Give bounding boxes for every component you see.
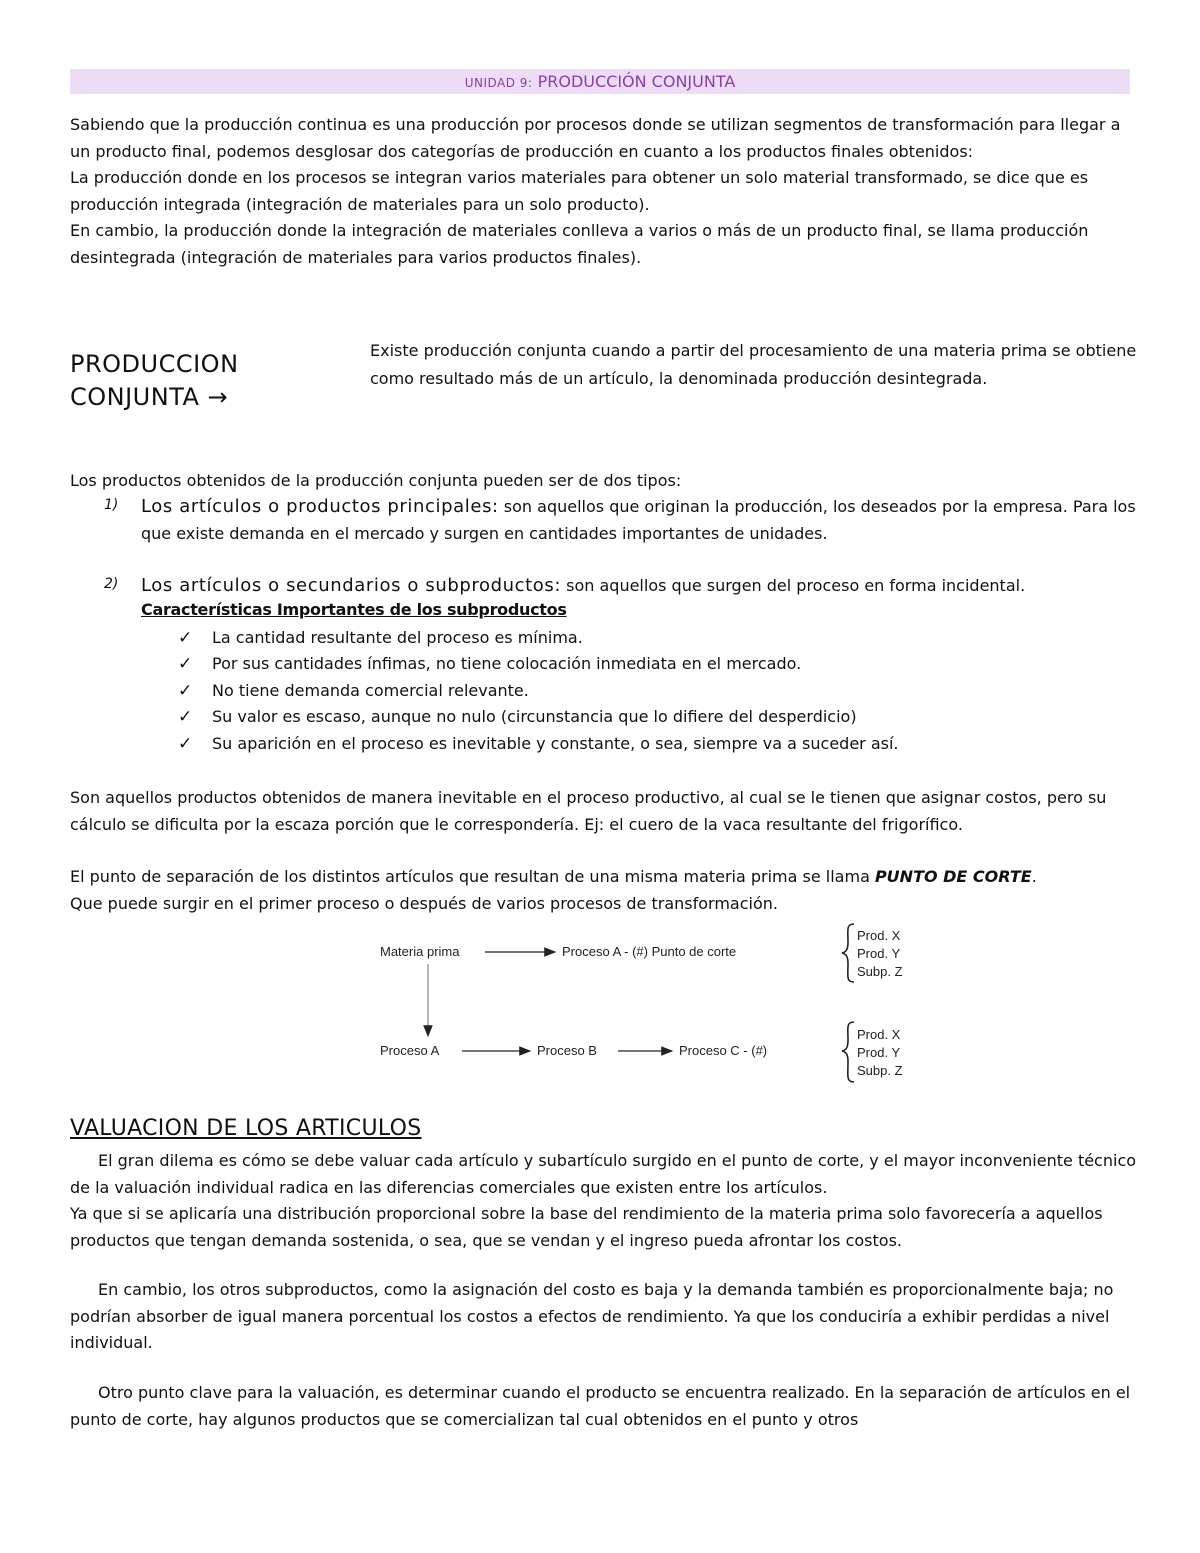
diagram-process-node: Proceso B [537, 1043, 597, 1058]
cut-point-line2: Que puede surgir en el primer proceso o después de varios procesos de transformación. [70, 893, 778, 913]
list-item-subproducts [141, 573, 1141, 600]
brace-icon [842, 924, 854, 982]
list-number: 1) [104, 497, 119, 513]
diagram-output: Subp. Z [857, 964, 903, 979]
diagram-output: Prod. X [857, 1027, 901, 1042]
unit-prefix: UNIDAD 9: [464, 76, 533, 90]
unit-header-banner [70, 69, 1130, 94]
list-number: 2) [104, 576, 119, 592]
valuation-title: VALUACION DE LOS ARTICULOS [70, 1116, 422, 1141]
diagram-process-node: Proceso A - (#) Punto de corte [562, 944, 737, 959]
check-icon: ✓ [178, 707, 193, 728]
diagram-output: Prod. Y [857, 1045, 901, 1060]
diagram-output: Subp. Z [857, 1063, 903, 1078]
valuation-text: Ya que si se aplicaría una distribución proporcional sobre la base del rendimiento de la materia prima solo favorecería a aquellos productos que tengan demanda sostenida, o sea, que se vendan y el ingreso pueda afrontar los costos. [70, 1204, 1103, 1250]
intro-block [70, 112, 1140, 272]
checklist-item-text: La cantidad resultante del proceso es mínima. [212, 628, 583, 647]
checklist-item [178, 651, 1078, 677]
checklist-item-text: Por sus cantidades ínfimas, no tiene colocación inmediata en el mercado. [212, 654, 802, 674]
list-item-text: son aquellos que originan la producción, los deseados por la empresa. Para los que existe demanda en el mercado y surgen en cantidades importantes de unidades. [141, 497, 1136, 543]
diagram-process-node: Proceso C - (#) [679, 1043, 768, 1058]
cut-point-text: El punto de separación de los distintos artículos que resultan de una misma materia prima se llama [70, 867, 875, 886]
subproducts-title: Características Importantes de los subproductos [141, 600, 567, 619]
diagram-start-node: Materia prima [380, 944, 460, 959]
cut-point-end: . [1031, 867, 1037, 886]
subproducts-checklist [178, 625, 1078, 757]
process-diagram [370, 918, 930, 1093]
checklist-item-text: Su aparición en el proceso es inevitable y constante, o sea, siempre va a suceder así. [212, 733, 899, 753]
cut-point-paragraph [70, 864, 1140, 917]
list-item-text: son aquellos que surgen del proceso en forma incidental. [561, 576, 1026, 595]
intro-paragraph: En cambio, la producción donde la integración de materiales conlleva a varios o más de un producto final, se llama producción desintegrada (integración de materiales para varios productos finales). [70, 221, 1089, 267]
valuation-text: El gran dilema es cómo se debe valuar cada artículo y subartículo surgido en el punto de corte, y el mayor inconveniente técnico de la valuación individual radica en las diferencias comerciales que existen entre los artículos. [70, 1151, 1137, 1197]
diagram-output: Prod. Y [857, 946, 901, 961]
check-icon: ✓ [178, 680, 193, 701]
definition-heading: PRODUCCION CONJUNTA → [70, 350, 239, 411]
valuation-paragraph [70, 1380, 1140, 1433]
types-intro: Los productos obtenidos de la producción conjunta pueden ser de dos tipos: [70, 471, 682, 490]
unit-title: PRODUCCIÓN CONJUNTA [537, 72, 736, 91]
intro-paragraph: La producción donde en los procesos se integran varios materiales para obtener un solo material transformado, se dice que es producción integrada (integración de materiales para un solo producto). [70, 168, 1089, 214]
checklist-item [178, 731, 1078, 757]
valuation-text: En cambio, los otros subproductos, como la asignación del costo es baja y la demanda también es proporcionalmente baja; no podrían absorber de igual manera porcentual los costos a efectos de rendimiento. Ya que los conduciría a exhibir perdidas a nivel individual. [70, 1280, 1114, 1353]
check-icon: ✓ [178, 628, 193, 648]
checklist-item-text: Su valor es escaso, aunque no nulo (circunstancia que lo difiere del desperdicio) [212, 707, 857, 727]
checklist-item [178, 704, 1078, 730]
brace-icon [842, 1022, 854, 1082]
checklist-item [178, 678, 1078, 704]
valuation-text: Otro punto clave para la valuación, es determinar cuando el producto se encuentra realizado. En la separación de artículos en el punto de corte, hay algunos productos que se comercializan tal cual obtenidos en el punto y otros [70, 1383, 1131, 1429]
list-item-lead: Los artículos o secundarios o subproductos: [141, 575, 562, 596]
check-icon: ✓ [178, 654, 193, 675]
costs-paragraph: Son aquellos productos obtenidos de manera inevitable en el proceso productivo, al cual se le tienen que asignar costos, pero su cálculo se dificulta por la escaza porción que le correspondería. Ej: el cuero de la vaca resultante del frigorífico. [70, 788, 1107, 834]
checklist-item [178, 625, 1078, 651]
diagram-output: Prod. X [857, 928, 901, 943]
valuation-paragraph [70, 1277, 1140, 1357]
valuation-paragraph [70, 1148, 1140, 1254]
checklist-item-text: No tiene demanda comercial relevante. [212, 680, 529, 700]
definition-text: Existe producción conjunta cuando a partir del procesamiento de una materia prima se obtiene como resultado más de un artículo, la denominada producción desintegrada. [370, 341, 1137, 388]
check-icon: ✓ [178, 733, 193, 754]
list-item-lead: Los artículos o productos principales: [141, 496, 499, 517]
cut-point-term: PUNTO DE CORTE [874, 867, 1032, 886]
list-item-main-products [141, 494, 1141, 547]
intro-paragraph: Sabiendo que la producción continua es una producción por procesos donde se utilizan segmentos de transformación para llegar a un producto final, podemos desglosar dos categorías de producción en cuanto a los productos finales obtenidos: [70, 115, 1121, 161]
diagram-process-node: Proceso A [380, 1043, 440, 1058]
